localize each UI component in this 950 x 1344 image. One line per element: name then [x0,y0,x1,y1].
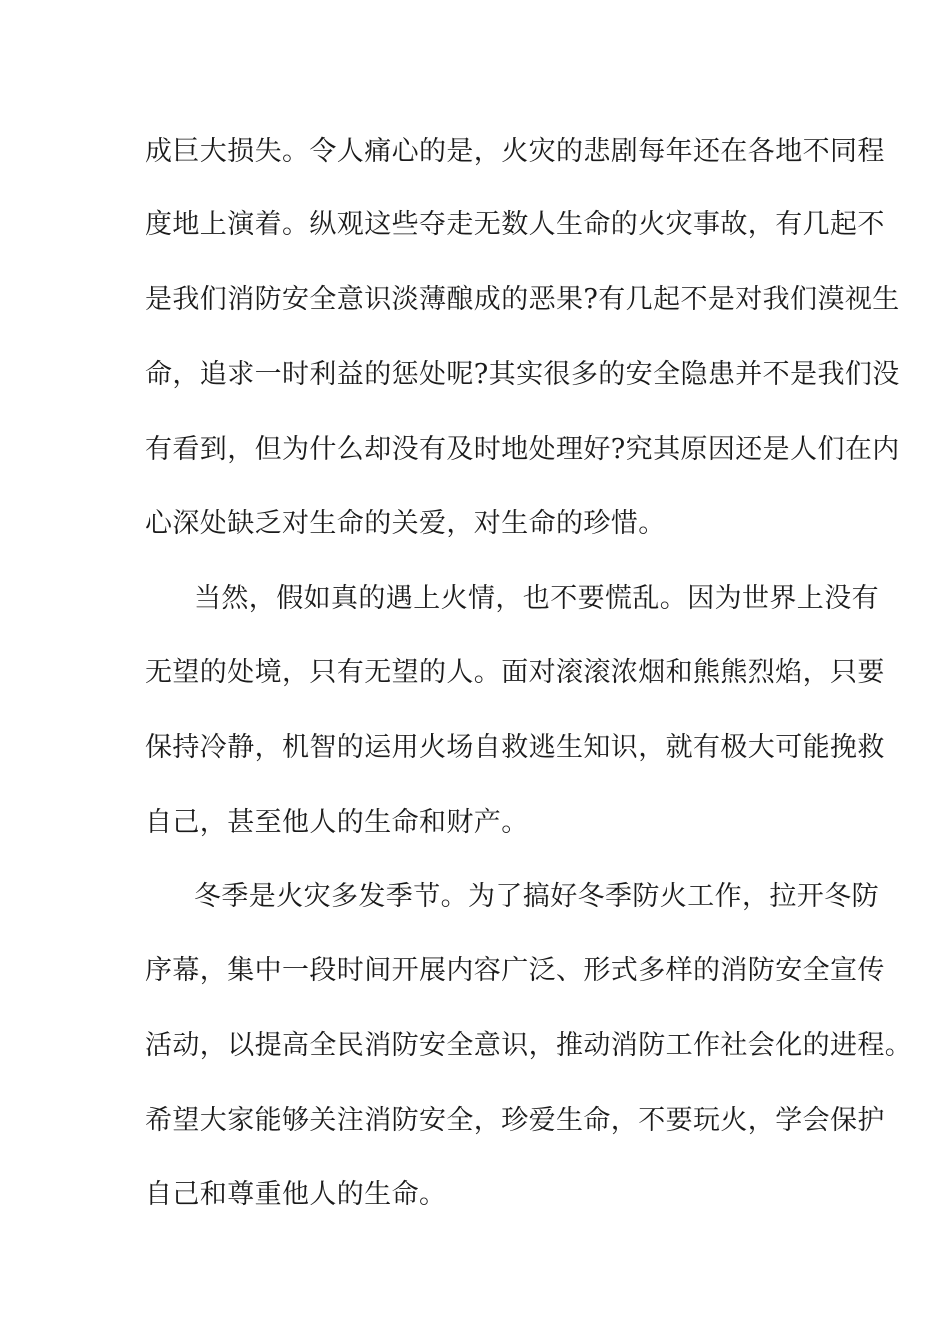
paragraph-line: 成巨大损失。令人痛心的是，火灾的悲剧每年还在各地不同程 [145,136,885,167]
paragraph-line: 心深处缺乏对生命的关爱，对生命的珍惜。 [145,508,666,539]
paragraph-line: 度地上演着。纵观这些夺走无数人生命的火灾事故，有几起不 [145,209,885,240]
paragraph-line: 自己，甚至他人的生命和财产。 [145,807,529,838]
paragraph-line: 无望的处境，只有无望的人。面对滚滚浓烟和熊熊烈焰，只要 [145,657,885,688]
paragraph-line: 当然，假如真的遇上火情，也不要慌乱。因为世界上没有 [194,583,879,614]
paragraph-line: 命，追求一时利益的惩处呢?其实很多的安全隐患并不是我们没 [145,359,900,390]
paragraph-line: 希望大家能够关注消防安全，珍爱生命，不要玩火，学会保护 [145,1105,885,1136]
paragraph-line: 保持冷静，机智的运用火场自救逃生知识，就有极大可能挽救 [145,732,885,763]
paragraph-line: 序幕，集中一段时间开展内容广泛、形式多样的消防安全宣传 [145,955,885,986]
paragraph-line: 活动，以提高全民消防安全意识，推动消防工作社会化的进程。 [145,1030,913,1061]
paragraph-line: 是我们消防安全意识淡薄酿成的恶果?有几起不是对我们漠视生 [145,284,900,315]
paragraph-line: 冬季是火灾多发季节。为了搞好冬季防火工作，拉开冬防 [194,881,879,912]
paragraph-line: 有看到，但为什么却没有及时地处理好?究其原因还是人们在内 [145,434,900,465]
paragraph-line: 自己和尊重他人的生命。 [145,1179,447,1210]
